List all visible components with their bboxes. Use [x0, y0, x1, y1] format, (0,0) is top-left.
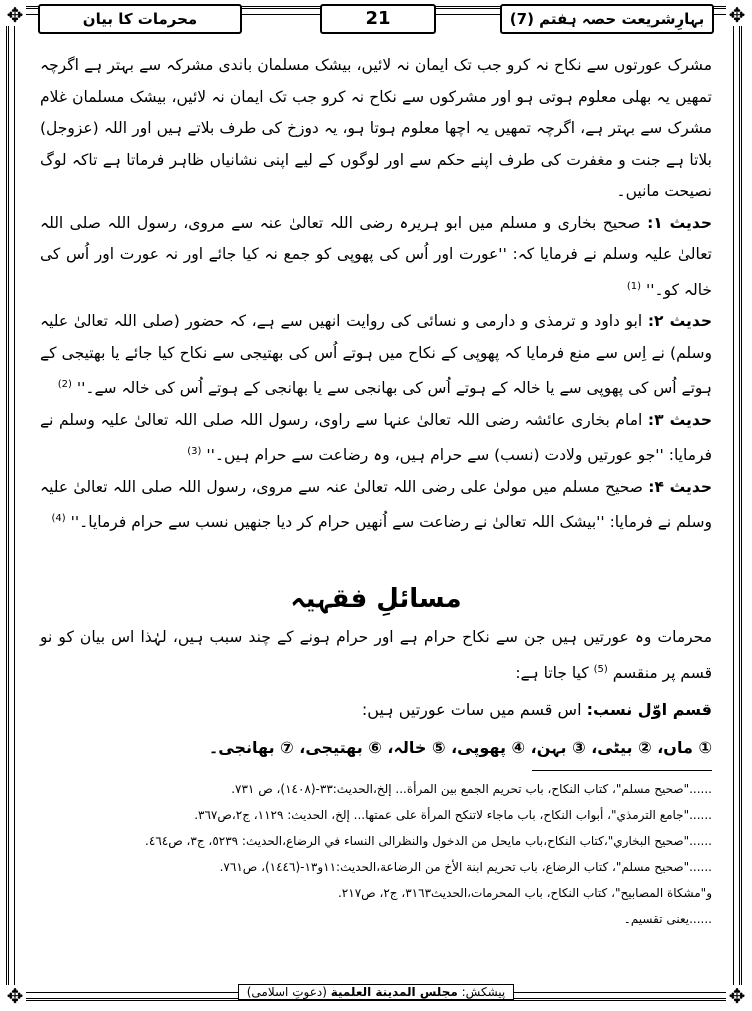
header-book-title: بہارِشریعت حصہ ہفتم (7) — [500, 4, 714, 34]
footer-org: مجلس المدينة العلمية — [330, 985, 458, 999]
corner-ornament: ✥ — [4, 4, 26, 26]
hadith-label: حدیث ۳: — [647, 410, 712, 429]
hadith-1 — [40, 208, 712, 307]
header-chapter-title: محرمات کا بیان — [38, 4, 242, 34]
category-label: قسم اوّل نسب: — [586, 700, 712, 719]
footer-prefix: پیشکش: — [461, 985, 506, 999]
footnote-ref: (4) — [51, 513, 66, 525]
corner-ornament: ✥ — [726, 4, 748, 26]
relatives-list: ① ماں، ② بیٹی، ③ بہن، ④ پھوپی، ⑤ خالہ، ⑥ بھتیجی، ⑦ بھانجی۔ — [208, 738, 712, 757]
footnote-ref: (3) — [187, 446, 202, 458]
footnote-5: و"مشكاة المصابيح"، كتاب النكاح، باب المحرمات،الحديث٣١٦٣، ج٢، ص٢١٧. — [337, 886, 712, 900]
hadith-label: حدیث ۴: — [648, 477, 712, 496]
section-title: مسائلِ فقہیہ — [290, 584, 462, 614]
hadith-label: حدیث ۲: — [647, 312, 712, 331]
footnote-2: ......"جامع الترمذي"، أبواب النكاح، باب ماجاء لاتنكح المرأة على عمتها... إلخ، الحديث: ١١٢٩، ج٢،ص٣٦٧. — [194, 808, 712, 822]
corner-ornament: ✥ — [726, 985, 748, 1007]
footnote-divider — [532, 770, 712, 771]
footnote-4: ......"صحيح مسلم"، كتاب الرضاع، باب تحريم ابنة الأخ من الرضاعة،الحديث:١١و١٣-(١٤٤٦)، ص٧٦١. — [219, 860, 712, 874]
publisher-box — [238, 984, 515, 1000]
footnote-6: ......یعنی تقسیم۔ — [623, 912, 712, 926]
hadith-text: ابو داود و ترمذی و دارمی و نسائی کی روایت انھیں سے ہے، کہ حضور (صلی اللہ تعالیٰ علیہ وسلم) نے اِس سے منع فرمایا کہ پھوپی کے نکاح میں ہوتے اُس کی بھتیجی سے نکاح کیا جائے یا بھتیجی کے ہوتے اُس کی پھوپی سے یا خالہ کے ہوتے اُس کی بھانجی سے یا بھانجی کے ہوتے اُس کی خالہ سے۔'' — [40, 312, 712, 398]
category-heading — [40, 700, 712, 719]
category-text: اس قسم میں سات عورتیں ہیں: — [361, 700, 582, 719]
hadith-text: صحیح بخاری و مسلم میں ابو ہریرہ رضی اللہ تعالیٰ عنہ سے مروی، رسول اللہ صلی اللہ تعالیٰ علیہ وسلم نے فرمایا کہ: ''عورت اور اُس کی پھوپی کو جمع نہ کیا جائے اور نہ عورت اور اُس کی خالہ کو۔'' — [40, 213, 712, 299]
hadith-label: حدیث ۱: — [647, 213, 712, 232]
corner-ornament: ✥ — [4, 985, 26, 1007]
footnote-ref: (1) — [626, 280, 642, 292]
hadith-4 — [40, 472, 712, 539]
page-number: 21 — [320, 4, 436, 34]
footer-suffix: (دعوتِ اسلامی) — [246, 985, 327, 999]
footnote-ref: (2) — [57, 379, 72, 391]
hadith-2 — [40, 306, 712, 405]
intro-text: محرمات وہ عورتیں ہیں جن سے نکاح حرام ہے اور حرام ہونے کے چند سبب ہیں، لہٰذا اس بیان کو نو قسم پر منقسم — [40, 628, 712, 682]
intro-paragraph — [40, 622, 712, 689]
hadith-text: امام بخاری عائشہ رضی اللہ تعالیٰ عنہا سے راوی، رسول اللہ صلی اللہ تعالیٰ علیہ وسلم نے فرمایا: ''جو عورتیں ولادت (نسب) سے حرام ہیں، وہ رضاعت سے حرام ہیں۔'' — [40, 410, 712, 465]
verse-paragraph: مشرک عورتوں سے نکاح نہ کرو جب تک ایمان نہ لائیں، بیشک مسلمان باندی مشرکہ سے بہتر ہے اگرچہ تمھیں یہ بھلی معلوم ہوتی ہو اور مشرکوں سے نکاح نہ کرو جب تک ایمان نہ لائیں، بیشک مسلمان غلام مشرک سے بہتر ہے، اگرچہ تمھیں یہ اچھا معلوم ہوتا ہو، یہ دوزخ کی طرف بلاتے ہیں اور اللہ (عزوجل) بلاتا ہے جنت و مغفرت کی طرف اپنے حکم سے اور لوگوں کے لیے اپنی نشانیاں ظاہر فرماتا ہے تاکہ لوگ نصیحت مانیں۔ — [40, 56, 712, 200]
footnote-1: ......"صحيح مسلم"، كتاب النكاح، باب تحريم الجمع بين المرأة... إلخ،الحديث:٣٣-(١٤٠٨)، ص ٧٣١. — [231, 782, 712, 796]
footnote-3: ......"صحيح البخاري"،كتاب النكاح،باب مايحل من الدخول والنظرالى النساء في الرضاع،الحديث: ٥٢٣٩، ج٣، ص٤٦٤. — [145, 834, 712, 848]
publisher-footer — [0, 985, 752, 999]
intro-tail: کیا جاتا ہے: — [515, 663, 589, 682]
hadith-text: صحیح مسلم میں مولیٰ علی رضی اللہ تعالیٰ عنہ سے مروی، رسول اللہ صلی اللہ تعالیٰ علیہ وسلم نے فرمایا: ''بیشک اللہ تعالیٰ نے رضاعت سے اُنھیں حرام کر دیا جنھیں نسب سے حرام فرمایا۔'' — [40, 477, 712, 532]
main-body — [40, 50, 712, 539]
footnote-ref: (5) — [593, 663, 608, 675]
hadith-3 — [40, 405, 712, 472]
